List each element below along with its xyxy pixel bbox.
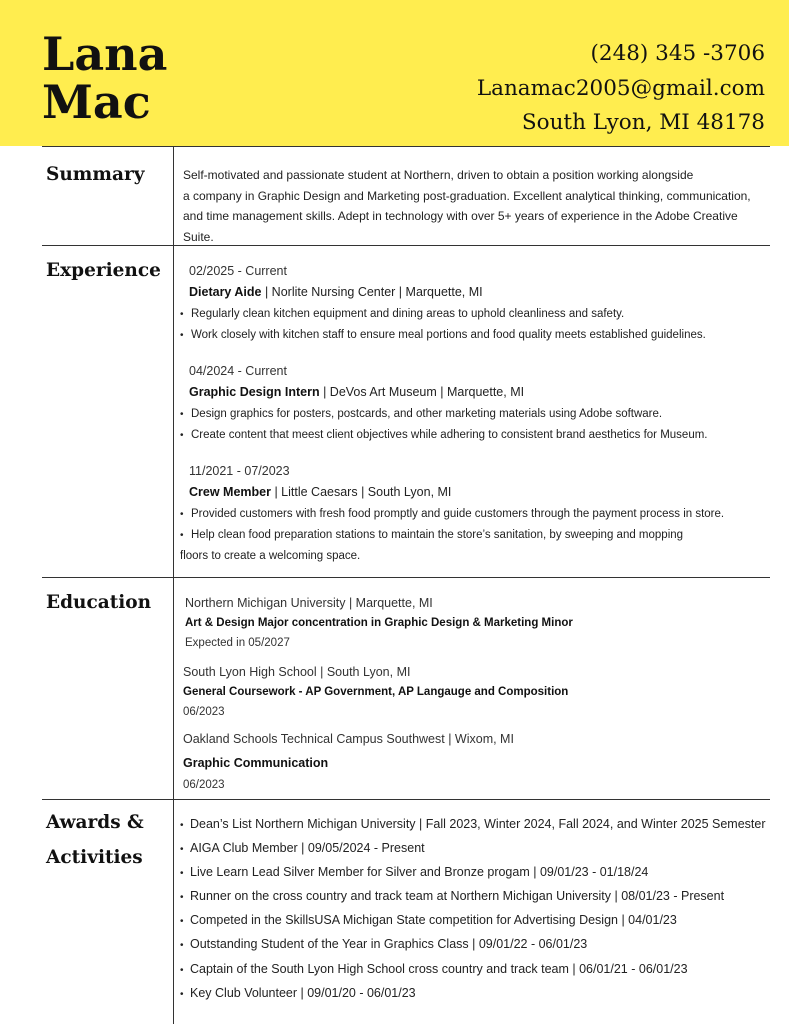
- award-item: • Captain of the South Lyon High School cross country and track team | 06/01/21 - 06/01/23: [180, 958, 780, 982]
- section-title-awards: [46, 805, 144, 875]
- section-title-awards-line2: Activities: [46, 847, 143, 868]
- award-item: • Key Club Volunteer | 09/01/20 - 06/01/23: [180, 982, 780, 1006]
- divider-education: [42, 577, 770, 578]
- job-bullets: [180, 404, 770, 446]
- phone-number: (248) 345 -3706: [590, 41, 765, 66]
- job-bullets: [180, 504, 770, 546]
- divider-awards: [42, 799, 770, 800]
- job-details: | Norlite Nursing Center | Marquette, MI: [261, 285, 483, 299]
- job-entry: [180, 261, 770, 346]
- job-bullet: • Work closely with kitchen staff to ensure meal portions and food quality meets established guidelines.: [180, 325, 770, 346]
- job-dates: 02/2025 - Current: [189, 264, 287, 278]
- education-date: Expected in 05/2027: [185, 637, 290, 649]
- section-title-summary: Summary: [46, 164, 145, 185]
- award-item: • AIGA Club Member | 09/05/2024 - Present: [180, 837, 780, 861]
- summary-line: Self-motivated and passionate student at Northern, driven to obtain a position working alongside: [183, 168, 694, 182]
- job-title-line: [180, 481, 770, 504]
- job-entry: [180, 461, 770, 566]
- header-banner: [0, 0, 789, 146]
- job-bullet-continuation: floors to create a welcoming space.: [180, 550, 361, 562]
- job-role: Dietary Aide: [189, 285, 262, 299]
- awards-list: [180, 813, 780, 1006]
- location: South Lyon, MI 48178: [521, 110, 765, 135]
- job-role: Crew Member: [189, 485, 271, 499]
- section-title-experience: Experience: [46, 260, 161, 281]
- award-item: • Runner on the cross country and track team at Northern Michigan University | 08/01/23 - Present: [180, 885, 780, 909]
- education-program: Graphic Communication: [183, 756, 329, 770]
- job-dates: 04/2024 - Current: [189, 364, 287, 378]
- job-title-line: [180, 381, 770, 404]
- education-date: 06/2023: [183, 706, 225, 718]
- education-date: 06/2023: [183, 779, 225, 791]
- summary-line: and time management skills. Adept in technology with over 5+ years of experience in the Adobe Creative Suite.: [183, 209, 738, 244]
- contact-info: [477, 37, 765, 141]
- award-item: • Live Learn Lead Silver Member for Silver and Bronze progam | 09/01/23 - 01/18/24: [180, 861, 780, 885]
- name-last: Mac: [42, 75, 151, 129]
- candidate-name: [42, 27, 168, 129]
- section-title-education: Education: [46, 592, 152, 613]
- section-title-awards-line1: Awards &: [46, 812, 144, 833]
- job-role: Graphic Design Intern: [189, 385, 320, 399]
- email-address: Lanamac2005@gmail.com: [476, 75, 765, 101]
- education-school: Oakland Schools Technical Campus Southwest | Wixom, MI: [183, 732, 514, 746]
- job-bullet: • Create content that meest client objectives while adhering to consistent brand aesthetics for Museum.: [180, 425, 770, 446]
- name-first: Lana: [42, 27, 168, 81]
- award-item: • Dean’s List Northern Michigan University | Fall 2023, Winter 2024, Fall 2024, and Winter 2025 Semester: [180, 813, 780, 837]
- award-item: • Outstanding Student of the Year in Graphics Class | 09/01/22 - 06/01/23: [180, 933, 780, 957]
- job-bullet: • Help clean food preparation stations to maintain the store’s sanitation, by sweeping and mopping: [180, 525, 770, 546]
- education-program: General Coursework - AP Government, AP Langauge and Composition: [183, 686, 569, 698]
- job-title-line: [180, 281, 770, 304]
- job-bullet: • Design graphics for posters, postcards, and other marketing materials using Adobe software.: [180, 404, 770, 425]
- job-bullet: • Regularly clean kitchen equipment and dining areas to uphold cleanliness and safety.: [180, 304, 770, 325]
- job-dates: 11/2021 - 07/2023: [189, 464, 290, 478]
- education-school: Northern Michigan University | Marquette, MI: [185, 596, 433, 610]
- job-bullet: • Provided customers with fresh food promptly and guide customers through the payment process in store.: [180, 504, 770, 525]
- education-entry: [185, 593, 775, 653]
- summary-text: [183, 165, 763, 247]
- education-entry: [183, 662, 773, 722]
- education-entry: [183, 729, 773, 795]
- job-details: | Little Caesars | South Lyon, MI: [270, 485, 452, 499]
- education-program: Art & Design Major concentration in Graphic Design & Marketing Minor: [185, 617, 573, 629]
- summary-line: a company in Graphic Design and Marketing post-graduation. Excellent analytical thinking, communication,: [183, 188, 751, 203]
- job-bullets: [180, 304, 770, 346]
- job-details: | DeVos Art Museum | Marquette, MI: [319, 385, 525, 399]
- award-item: • Competed in the SkillsUSA Michigan State competition for Advertising Design | 04/01/23: [180, 909, 780, 933]
- divider-summary: [42, 146, 770, 147]
- column-divider: [173, 146, 174, 1024]
- job-entry: [180, 361, 770, 446]
- education-school: South Lyon High School | South Lyon, MI: [183, 665, 411, 679]
